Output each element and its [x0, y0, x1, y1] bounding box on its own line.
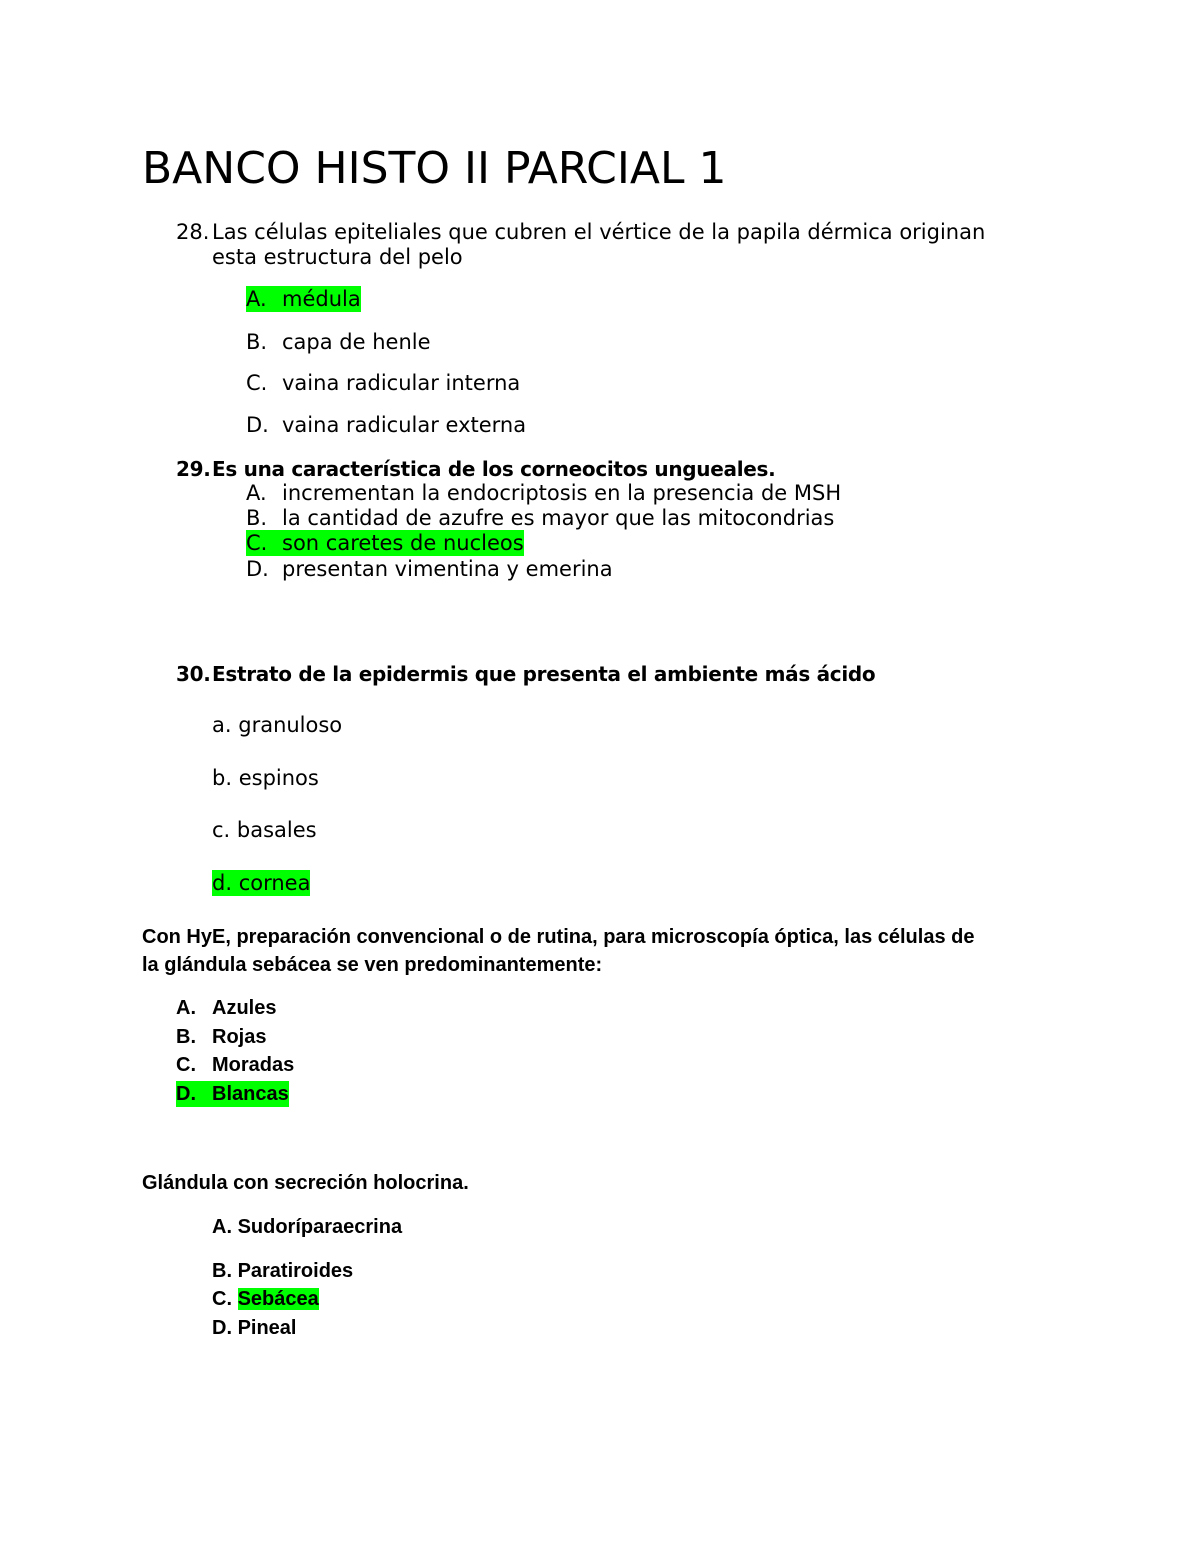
option-letter: D.	[176, 1083, 196, 1105]
question-29-option-d	[246, 556, 613, 582]
option-text: basales	[236, 818, 317, 842]
option-letter: C.	[246, 531, 268, 555]
question-28-text-line2: esta estructura del pelo	[212, 245, 463, 269]
option-text: Paratiroides	[237, 1260, 354, 1282]
option-text: vaina radicular externa	[282, 413, 527, 437]
question-28-option-d	[246, 412, 526, 438]
option-text: espinos	[238, 766, 319, 790]
question-30-number: 30.	[176, 662, 211, 686]
option-text: Azules	[212, 997, 277, 1019]
question-29-number: 29.	[176, 457, 211, 481]
question-30-text: Estrato de la epidermis que presenta el ambiente más ácido	[212, 662, 876, 686]
question-30-option-c	[212, 817, 317, 843]
question-30-option-b	[212, 765, 319, 791]
option-text: Moradas	[212, 1054, 295, 1076]
option-letter: A.	[212, 1216, 232, 1238]
question-hye-option-b	[176, 1024, 266, 1050]
option-letter: C.	[176, 1054, 196, 1076]
question-28-option-c	[246, 370, 520, 396]
option-letter: D.	[212, 1317, 232, 1339]
option-text: la cantidad de azufre es mayor que las mitocondrias	[282, 506, 835, 530]
question-29-option-c	[246, 530, 524, 556]
option-text: presentan vimentina y emerina	[282, 557, 613, 581]
question-holocrine-option-d	[212, 1315, 296, 1341]
option-text: Rojas	[212, 1026, 267, 1048]
option-letter: A.	[246, 481, 267, 505]
option-text: Sudoríparaecrina	[237, 1216, 403, 1238]
option-text: médula	[282, 287, 361, 311]
option-letter: A.	[176, 997, 196, 1019]
option-letter: A.	[246, 287, 267, 311]
option-letter: D.	[246, 413, 269, 437]
option-text: granuloso	[238, 713, 343, 737]
question-holocrine-option-a	[212, 1214, 402, 1240]
question-28-text-line1: Las células epiteliales que cubren el vértice de la papila dérmica originan	[212, 220, 986, 244]
question-hye-option-a	[176, 995, 276, 1021]
question-29-option-a	[246, 480, 841, 506]
question-hye-text-line2: la glándula sebácea se ven predominantemente:	[142, 954, 603, 976]
question-28-option-a	[246, 286, 361, 312]
option-letter: c.	[212, 818, 231, 842]
question-28-option-b	[246, 329, 431, 355]
option-text: incrementan la endocriptosis en la presencia de MSH	[282, 481, 842, 505]
option-text: capa de henle	[282, 330, 431, 354]
question-holocrine-option-b	[212, 1258, 353, 1284]
question-holocrine-option-c	[212, 1286, 319, 1312]
option-letter: d.	[212, 871, 233, 895]
question-30-option-a	[212, 712, 342, 738]
option-text: son caretes de nucleos	[282, 531, 524, 555]
option-text: vaina radicular interna	[282, 371, 521, 395]
option-text: Blancas	[212, 1083, 289, 1105]
option-letter: B.	[212, 1260, 232, 1282]
option-text: Pineal	[237, 1317, 297, 1339]
question-hye-text-line1: Con HyE, preparación convencional o de rutina, para microscopía óptica, las células de	[142, 926, 975, 948]
option-text: Sebácea	[237, 1288, 319, 1310]
question-29-option-b	[246, 505, 834, 531]
document-title: BANCO HISTO II PARCIAL 1	[142, 143, 727, 194]
question-hye-option-c	[176, 1052, 294, 1078]
option-letter: B.	[246, 330, 268, 354]
option-letter: B.	[246, 506, 268, 530]
option-letter: a.	[212, 713, 232, 737]
question-holocrine-text: Glándula con secreción holocrina.	[142, 1172, 469, 1194]
option-text: cornea	[238, 871, 311, 895]
question-30-option-d	[212, 870, 310, 896]
option-letter: b.	[212, 766, 233, 790]
question-hye-option-d	[176, 1081, 289, 1107]
option-letter: C.	[246, 371, 268, 395]
question-28-number: 28.	[176, 220, 210, 244]
option-letter: B.	[176, 1026, 196, 1048]
question-29-text: Es una característica de los corneocitos ungueales.	[212, 457, 776, 481]
option-letter: C.	[212, 1288, 232, 1310]
option-letter: D.	[246, 557, 269, 581]
